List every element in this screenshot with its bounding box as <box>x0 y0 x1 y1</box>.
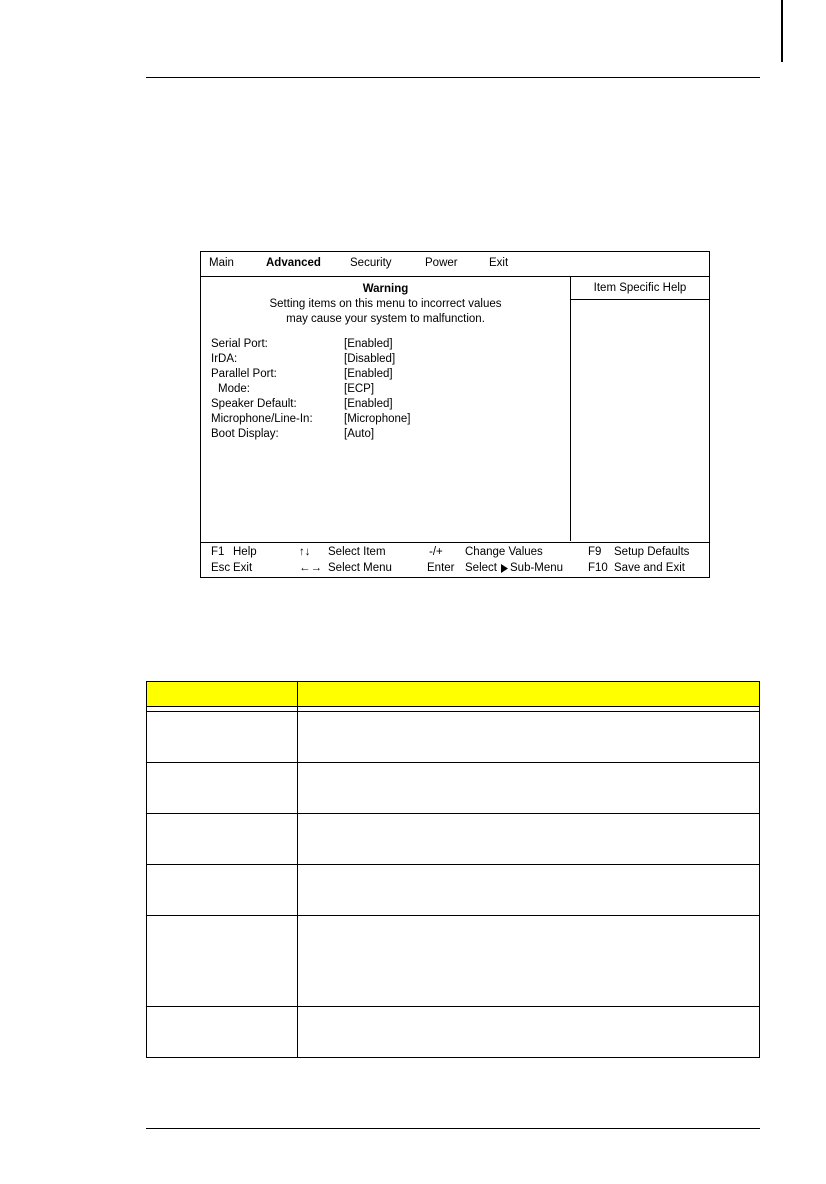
item-value-parallel-port[interactable]: [Enabled] <box>344 368 393 380</box>
warning-title: Warning <box>362 283 409 295</box>
table-cell-description <box>298 712 760 763</box>
key-enter-label-submenu: Sub-Menu <box>510 562 564 574</box>
header-rule <box>146 77 760 78</box>
table-cell-parameter <box>147 763 298 814</box>
table-header-parameter <box>147 682 298 707</box>
key-plus-minus-label: Change Values <box>465 546 543 558</box>
table-cell-parameter <box>147 916 298 1007</box>
item-label-mode: Mode: <box>218 383 250 395</box>
item-label-serial-port: Serial Port: <box>211 338 268 350</box>
key-esc-label: Exit <box>233 562 253 574</box>
key-enter-label-select: Select <box>465 562 497 574</box>
table-row <box>147 916 760 1007</box>
table-row <box>147 712 760 763</box>
item-value-microphone-line-in[interactable]: [Microphone] <box>344 413 411 425</box>
table-row <box>147 763 760 814</box>
table-cell-parameter <box>147 1007 298 1058</box>
key-f1-label: Help <box>233 546 257 558</box>
item-value-speaker-default[interactable]: [Enabled] <box>344 398 393 410</box>
bios-setup-screen <box>200 251 710 578</box>
table-cell-description <box>298 1007 760 1058</box>
key-esc: Esc <box>211 562 231 574</box>
key-f9: F9 <box>588 546 602 558</box>
item-value-mode[interactable]: [ECP] <box>344 383 375 395</box>
margin-rule <box>781 0 783 62</box>
right-triangle-icon <box>501 564 508 576</box>
table-cell-description <box>298 814 760 865</box>
menu-advanced[interactable]: Advanced <box>266 257 321 269</box>
table-cell-description <box>298 865 760 916</box>
table-cell-parameter <box>147 712 298 763</box>
table-cell-parameter <box>147 814 298 865</box>
menu-security[interactable]: Security <box>350 257 392 269</box>
item-value-irda[interactable]: [Disabled] <box>344 353 396 365</box>
table-row <box>147 814 760 865</box>
bios-settings-panel <box>201 277 571 541</box>
key-f9-label: Setup Defaults <box>614 546 690 558</box>
table-cell-description <box>298 916 760 1007</box>
menu-power[interactable]: Power <box>425 257 458 269</box>
key-f10: F10 <box>588 562 608 574</box>
key-f1: F1 <box>211 546 225 558</box>
item-label-parallel-port: Parallel Port: <box>211 368 277 380</box>
table-row <box>147 865 760 916</box>
warning-line-1: Setting items on this menu to incorrect values <box>269 298 502 310</box>
key-plus-minus: -/+ <box>429 546 443 558</box>
table-cell-parameter <box>147 865 298 916</box>
table-header-description <box>298 682 760 707</box>
item-label-irda: IrDA: <box>211 353 238 365</box>
table-cell-description <box>298 763 760 814</box>
parameter-table <box>146 681 760 1058</box>
menu-exit[interactable]: Exit <box>489 257 509 269</box>
bios-menu-bar <box>201 252 709 277</box>
left-right-arrows-icon: ←→ <box>299 562 322 574</box>
item-label-boot-display: Boot Display: <box>211 428 279 440</box>
table-header-row <box>147 682 760 707</box>
up-down-arrows-icon: ↑↓ <box>299 546 311 558</box>
item-label-microphone-line-in: Microphone/Line-In: <box>211 413 313 425</box>
table-row <box>147 1007 760 1058</box>
item-value-boot-display[interactable]: [Auto] <box>344 428 375 440</box>
item-help-panel <box>571 277 709 541</box>
key-enter: Enter <box>427 562 455 574</box>
warning-line-2: may cause your system to malfunction. <box>286 313 485 325</box>
key-leftright-label: Select Menu <box>328 562 392 574</box>
menu-main[interactable]: Main <box>209 257 234 269</box>
footer-rule <box>146 1128 760 1129</box>
item-label-speaker-default: Speaker Default: <box>211 398 297 410</box>
item-help-title: Item Specific Help <box>571 277 709 300</box>
item-value-serial-port[interactable]: [Enabled] <box>344 338 393 350</box>
key-f10-label: Save and Exit <box>614 562 685 574</box>
key-updown-label: Select Item <box>328 546 386 558</box>
bios-key-legend <box>201 542 709 578</box>
